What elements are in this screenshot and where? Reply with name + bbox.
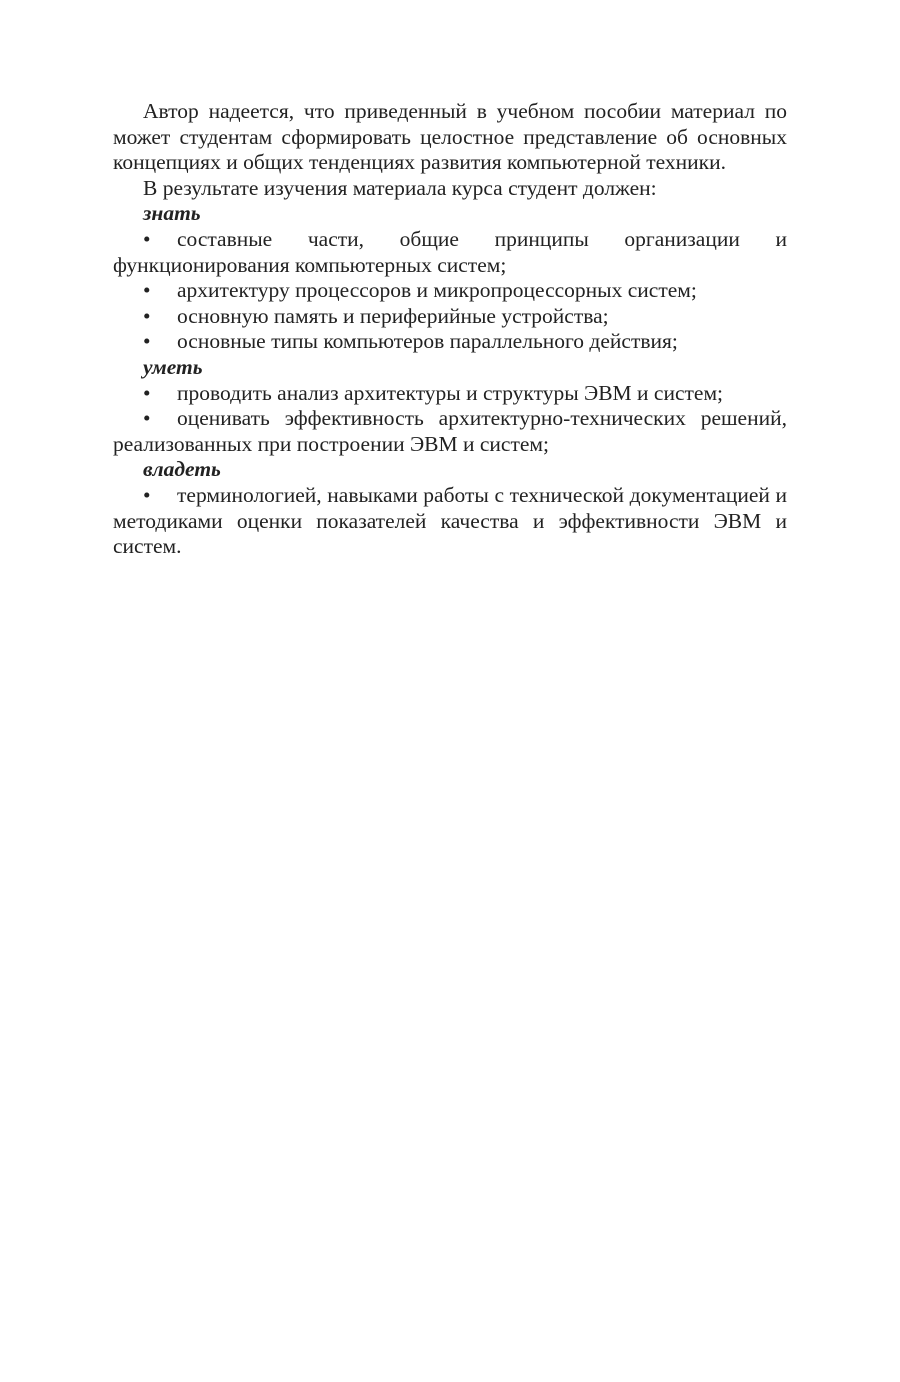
- list-item: [113, 381, 787, 407]
- bullet-icon: •: [143, 380, 151, 405]
- list-item-text: архитектуру процессоров и микропроцессорных систем;: [177, 278, 697, 303]
- list-item-text: проводить анализ архитектуры и структуры ЭВМ и систем;: [177, 380, 724, 405]
- section-heading-know: знать: [143, 201, 201, 226]
- bullet-icon: •: [143, 278, 151, 303]
- list-item-text: основную память и периферийные устройства;: [177, 303, 609, 328]
- list-item: [113, 329, 787, 355]
- intro-paragraph: Автор надеется, что приведенный в учебном пособии материал по может студентам сформировать целостное представление об основных концепциях и общих тенденциях развития компьютерной техники.: [113, 99, 787, 175]
- bullet-icon: •: [143, 329, 151, 354]
- list-item: [113, 406, 787, 457]
- list-item-text: составные части, общие принципы организации и функционирования компьютерных систем;: [113, 226, 787, 277]
- document-page: [113, 99, 787, 560]
- bullet-icon: •: [143, 226, 151, 251]
- bullet-icon: •: [143, 482, 151, 507]
- list-item: [113, 278, 787, 304]
- section-heading-master: владеть: [143, 457, 221, 482]
- list-item: [113, 227, 787, 278]
- result-line: В результате изучения материала курса студент должен:: [143, 175, 657, 200]
- list-item-text: оценивать эффективность архитектурно-технических решений, реализованных при построении ЭВМ и систем;: [113, 406, 787, 456]
- bullet-icon: •: [143, 406, 151, 431]
- list-item-text: основные типы компьютеров параллельного действия;: [177, 329, 678, 354]
- bullet-icon: •: [143, 303, 151, 328]
- section-heading-can: уметь: [143, 354, 203, 379]
- list-item: [113, 304, 787, 330]
- list-item-text: терминологией, навыками работы с технической документацией и методиками оценки показателей качества и эффективности ЭВМ и систем.: [113, 482, 787, 559]
- list-item: [113, 483, 787, 560]
